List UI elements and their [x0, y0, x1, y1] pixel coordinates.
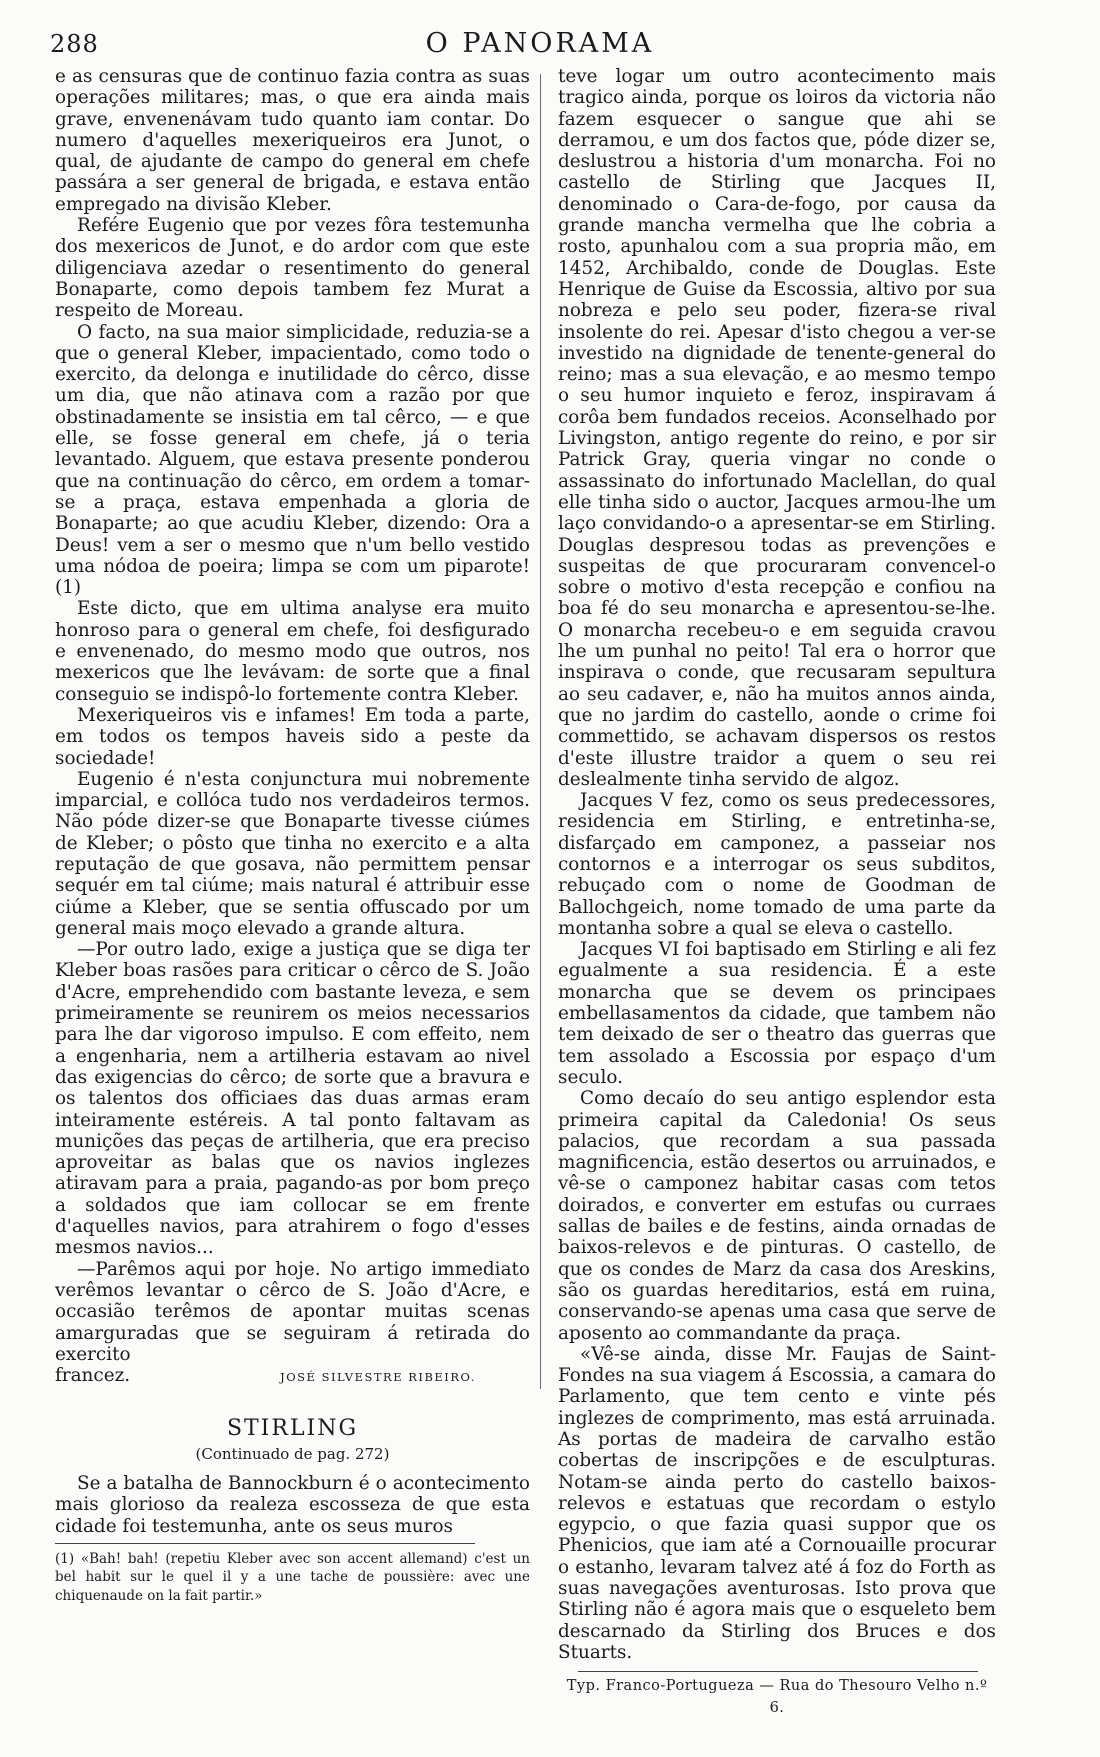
- article-paragraph: Refére Eugenio que por vezes fôra testemunha dos mexericos de Junot, e do ardor com que este diligenciava azedar o resentimento do general Bonaparte, como depois tambem fez Murat a respeito de Moreau.: [55, 215, 530, 322]
- author-signature: JOSÉ SILVESTRE RIBEIRO.: [280, 1370, 476, 1385]
- article-paragraph: Jacques V fez, como os seus predecessores, residencia em Stirling, e entretinha-se, disfarçado em camponez, a passeiar nos contornos e a interrogar os seus subditos, rebuçado com o nome de Goodman de Ballochgeich, nome tomado de uma parte da montanha sobre a qual se eleva o castello.: [558, 790, 996, 939]
- article-paragraph: Jacques VI foi baptisado em Stirling e ali fez egualmente a sua residencia. É a este monarcha que se devem os principaes embellasamentos da cidade, que tambem não tem deixado de ser o theatro das guerras que tem assolado a Escossia por espaço d'um seculo.: [558, 939, 996, 1088]
- article-signature-line: [55, 1365, 530, 1388]
- section-paragraph: Se a batalha de Bannockburn é o acontecimento mais glorioso da realeza escosseza de que esta cidade foi testemunha, ante os seus muros: [55, 1473, 530, 1537]
- left-column: [55, 66, 530, 1605]
- article-paragraph: Este dicto, que em ultima analyse era muito honroso para o general em chefe, foi desfigurado e envenenado, do mesmo modo que outros, nos mexericos que lhe levávam: de sorte que a final conseguio se indispô-lo fortemente contra Kleber.: [55, 598, 530, 705]
- section-subtitle: (Continuado de pag. 272): [195, 1444, 390, 1463]
- article-paragraph: —Por outro lado, exige a justiça que se diga ter Kleber boas rasões para criticar o cêrco de S. João d'Acre, emprehendido com bastante leveza, e sem primeiramente se reunirem os meios necessarios para lhe dar vigoroso impulso. E com effeito, nem a engenharia, nem a artilheria estavam ao nivel das exigencias do cêrco; de sorte que a bravura e os talentos dos officiaes das duas armas eram inteiramente estéreis. A tal ponto faltavam as munições das peças de artilheria, que era preciso aproveitar as balas que os navios inglezes atiravam para a praia, pagando-as por bom preço a soldados que iam collocar se em frente d'aquelles navios, para atrahirem o fogo d'esses mesmos navios...: [55, 939, 530, 1259]
- article-paragraph: —Parêmos aqui por hoje. No artigo immediato verêmos levantar o cêrco de S. João d'Acre, e occasião terêmos de apontar muitas scenas amarguradas que se seguiram á retirada do exercito: [55, 1258, 530, 1365]
- article-paragraph: O facto, na sua maior simplicidade, reduzia-se a que o general Kleber, impacientado, como todo o exercito, da delonga e inutilidade do cêrco, disse um dia, que não atinava com a razão por que obstinadamente se insistia em tal cêrco, — e que elle, se fosse general em chefe, já o teria levantado. Alguem, que estava presente ponderou que na continuação do cêrco, em ordem a tomar-se a praça, estava empenhada a gloria de Bonaparte; ao que acudiu Kleber, dizendo: Ora a Deus! vem a ser o mesmo que n'um bello vestido uma nódoa de poeira; limpa se com um piparote! (1): [55, 321, 530, 599]
- section-title: STIRLING: [226, 1416, 359, 1442]
- article-paragraph: e as censuras que de continuo fazia contra as suas operações militares; mas, o que era ainda mais grave, envenenávam tudo quanto iam contar. Do numero d'aquelles mexeriqueiros era Junot, o qual, de ajudante de campo do general em chefe passára a ser general de brigada, e estava então empregado na divisão Kleber.: [55, 66, 530, 215]
- article-paragraph: Mexeriqueiros vis e infames! Em toda a parte, em todos os tempos haveis sido a peste da sociedade!: [55, 704, 530, 769]
- footnote: (1) «Bah! bah! (repetiu Kleber avec son accent allemand) c'est un bel habit sur le quel il y a une tache de poussière: avec une chiquenaude on la fait partir.»: [55, 1550, 530, 1604]
- page-number: 288: [50, 30, 99, 58]
- article-paragraph: Como decaío do seu antigo esplendor esta primeira capital da Caledonia! Os seus palacios, que recordam a sua passada magnificencia, estão desertos ou arruinados, e vê-se o camponez habitar casas com tetos doirados, e converter em estufas ou curraes sallas de bailes e de festins, ainda ornadas de baixos-relevos e de pinturas. O castello, de que os condes de Marz da casa dos Areskins, são os guardas hereditarios, está em ruina, conservando-se apenas uma casa que serve de aposento ao commandante da praça.: [558, 1088, 996, 1344]
- footnote-divider: [55, 1543, 475, 1544]
- printer-imprint: Typ. Franco-Portugueza — Rua do Thesouro Velho n.º 6.: [566, 1678, 988, 1716]
- column-divider: [540, 74, 541, 1389]
- journal-title: O PANORAMA: [425, 28, 655, 59]
- closing-word: francez.: [55, 1365, 131, 1387]
- article-paragraph: Eugenio é n'esta conjunctura mui nobremente imparcial, e collóca tudo nos verdadeiros termos. Não póde dizer-se que Bonaparte tivesse ciúmes de Kleber; o pôsto que tinha no exercito e a alta reputação de que gosava, não permittem pensar sequér em tal ciúme; mais natural é attribuir esse ciúme a Kleber, que se sentia offuscado por um general mais moço elevado a grande altura.: [55, 768, 530, 939]
- printer-divider: [578, 1671, 978, 1672]
- article-paragraph: «Vê-se ainda, disse Mr. Faujas de Saint-Fondes na sua viagem á Escossia, a camara do Parlamento, que tem cento e vinte pés inglezes de comprimento, mas está arruinada. As portas de madeira de carvalho estão cobertas de inscripções e de esculpturas. Notam-se ainda perto do castello baixos-relevos e estatuas que recordam o estylo egypcio, o que fazia quasi suppor que os Phenicios, que iam até a Cornouaille procurar o estanho, levaram talvez até á foz do Forth as suas navegações aventurosas. Isto prova que Stirling não é agora mais que o esqueleto bem descarnado da Stirling dos Bruces e dos Stuarts.: [558, 1343, 996, 1663]
- article-paragraph: teve logar um outro acontecimento mais tragico ainda, porque os loiros da victoria não fazem esquecer o sangue que ahi se derramou, e um dos factos que, póde dizer se, deslustrou a historia d'um monarcha. Foi no castello de Stirling que Jacques II, denominado o Cara-de-fogo, por causa da grande mancha vermelha que lhe cobria a rosto, apunhalou com a sua propria mão, em 1452, Archibaldo, conde de Douglas. Este Henrique de Guise da Escossia, altivo por sua nobreza e pelo seu poder, fizera-se rival insolente do rei. Apesar d'isto chegou a ver-se investido na dignidade de tenente-general do reino; mas a sua elevação, e ao mesmo tempo o seu humor inquieto e feroz, inspiravam á corôa bem fundados receios. Aconselhado por Livingston, antigo regente do reino, e por sir Patrick Gray, queria vingar no conde o assassinato do infortunado Maclellan, do qual elle tinha sido o auctor, Jacques armou-lhe um laço convidando-o a apresentar-se em Stirling. Douglas despresou todas as prevenções e suspeitas de que procuraram convencel-o sobre o motivo d'esta recepção e confiou na boa fé do seu monarcha e apresentou-se-lhe. O monarcha recebeu-o e em seguida cravou lhe um punhal no peito! Tal era o horror que inspirava o conde, que recusaram sepultura ao seu cadaver, e, não ha muitos annos ainda, que no jardim do castello, aonde o crime foi commettido, se achavam dispersos os restos d'este illustre traidor a quem o seu rei deslealmente tinha servido de algoz.: [558, 66, 996, 790]
- right-column: [558, 66, 996, 1719]
- page-header: [40, 22, 1040, 62]
